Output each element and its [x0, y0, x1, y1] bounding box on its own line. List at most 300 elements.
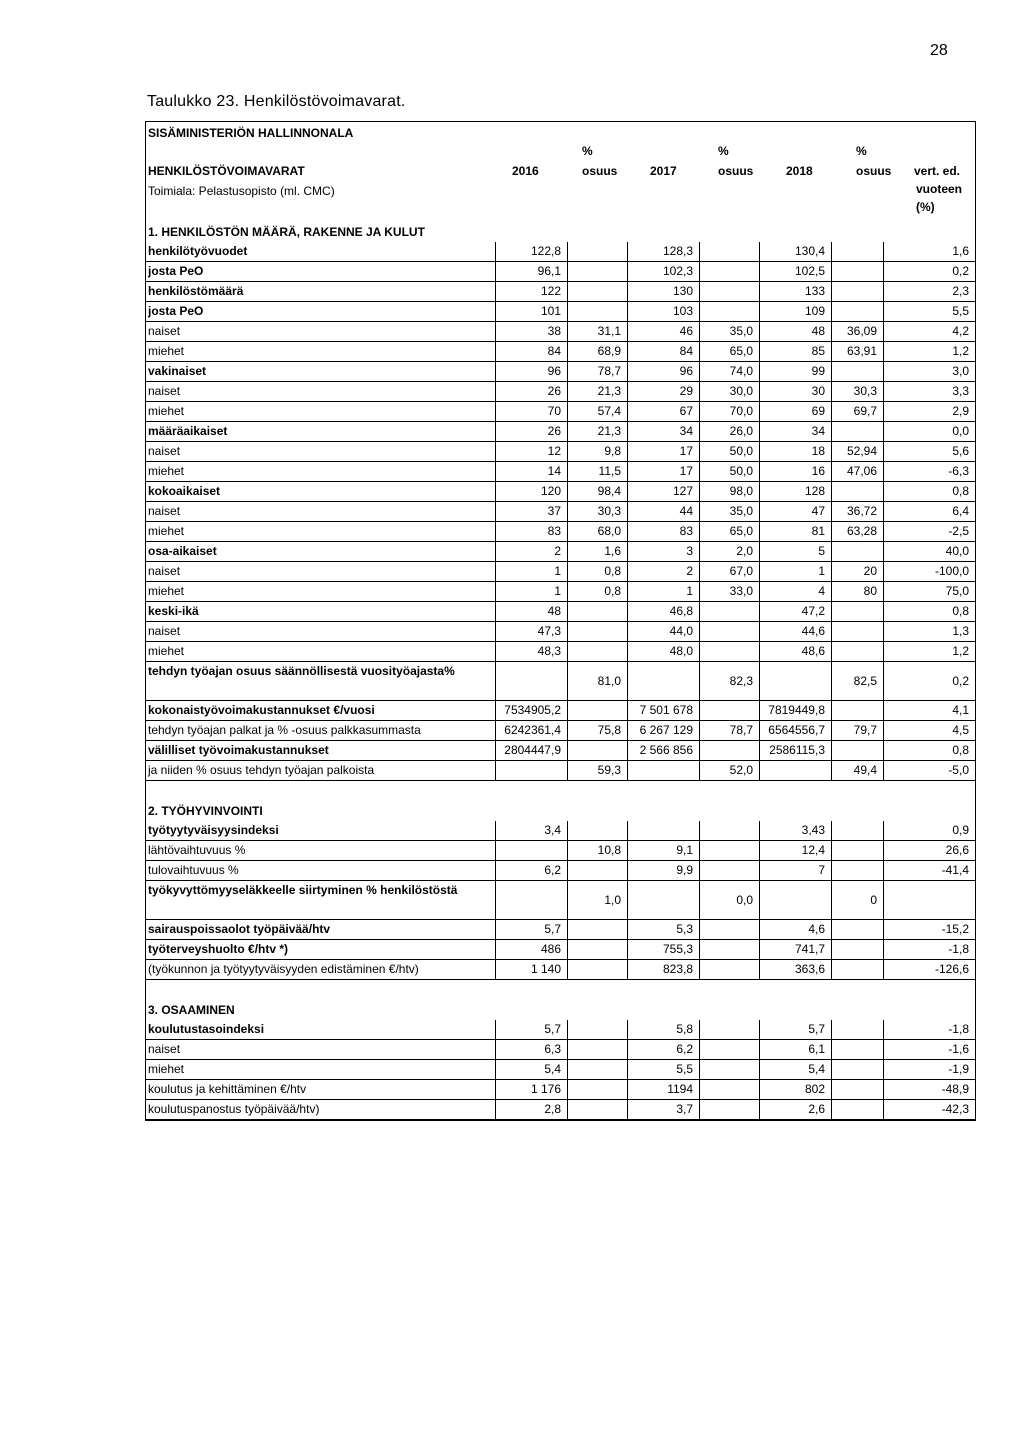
cell-value: 0,9 — [952, 823, 969, 837]
cell-value: 83 — [628, 522, 700, 541]
cell-value — [700, 642, 760, 661]
cell-value: 26 — [496, 422, 568, 441]
cell-value: 96 — [496, 362, 568, 381]
cell-value: 802 — [760, 1080, 832, 1099]
section-gap — [146, 781, 975, 801]
cell-value: 35,0 — [700, 502, 760, 521]
cell-value: 47,3 — [496, 622, 568, 641]
cell-value — [568, 262, 628, 281]
staff-resources-table — [145, 121, 976, 1121]
cell-value: 26,6 — [945, 843, 969, 857]
cell-value — [568, 282, 628, 301]
cell-value: 29 — [628, 382, 700, 401]
cell-value: 4,1 — [952, 703, 969, 717]
cell-value: 96 — [628, 362, 700, 381]
cell-value: 14 — [496, 462, 568, 481]
cell-value — [700, 622, 760, 641]
cell-value: 48,0 — [628, 642, 700, 661]
cell-value: 47 — [760, 502, 832, 521]
row-label: naiset — [146, 502, 496, 521]
cell-value: 6,4 — [952, 504, 969, 518]
cell-value — [568, 861, 628, 880]
cell-value — [700, 242, 760, 261]
cell-value — [832, 1100, 884, 1119]
row-label: lähtövaihtuvuus % — [146, 841, 496, 860]
cell-value: 130,4 — [760, 242, 832, 261]
cell-value: 2804447,9 — [496, 741, 568, 760]
cell-value: 5,7 — [496, 920, 568, 939]
cell-value — [832, 602, 884, 621]
cell-value: 5,7 — [760, 1020, 832, 1039]
cell-value: 2,9 — [952, 404, 969, 418]
table-row — [146, 662, 975, 701]
cell-value: 1,0 — [568, 881, 628, 919]
table-row — [146, 622, 975, 642]
pct-header-c: % — [856, 144, 867, 158]
cell-value — [700, 1040, 760, 1059]
cell-value — [700, 302, 760, 321]
cell-value: 2,8 — [496, 1100, 568, 1119]
cell-value: 1,6 — [952, 244, 969, 258]
cell-value — [568, 1020, 628, 1039]
cell-value: 81,0 — [568, 662, 628, 700]
cell-value: 2,6 — [760, 1100, 832, 1119]
table-row — [146, 741, 975, 761]
table-row — [146, 282, 975, 302]
table-row — [146, 262, 975, 282]
cell-value: -1,6 — [948, 1042, 969, 1056]
cell-value — [568, 622, 628, 641]
cell-value: 99 — [760, 362, 832, 381]
table-caption: Taulukko 23. Henkilöstövoimavarat. — [147, 93, 406, 110]
row-label: koulutuspanostus työpäivää/htv) — [146, 1100, 496, 1119]
row-label: keski-ikä — [146, 602, 496, 621]
cell-value: 122 — [496, 282, 568, 301]
cell-value: 69 — [760, 402, 832, 421]
table-row — [146, 402, 975, 422]
cell-value: 9,8 — [568, 442, 628, 461]
unit-label: Toimiala: Pelastusopisto (ml. CMC) — [148, 184, 335, 198]
cell-value — [832, 622, 884, 641]
row-label: josta PeO — [146, 262, 496, 281]
cell-value: 130 — [628, 282, 700, 301]
cell-value: 63,28 — [832, 522, 884, 541]
cell-value: 5,7 — [496, 1020, 568, 1039]
cell-value: 44,6 — [760, 622, 832, 641]
cell-value: 26 — [496, 382, 568, 401]
cell-value — [700, 602, 760, 621]
cell-value: -6,3 — [948, 464, 969, 478]
cell-value: 128,3 — [628, 242, 700, 261]
cell-value: 83 — [496, 522, 568, 541]
table-body — [146, 222, 975, 1120]
cell-value: 755,3 — [628, 940, 700, 959]
cell-value — [700, 701, 760, 720]
cell-value: 81 — [760, 522, 832, 541]
cell-value — [832, 1020, 884, 1039]
cell-value — [832, 262, 884, 281]
cell-value: 75,8 — [568, 721, 628, 740]
year-2017-header: 2017 — [650, 164, 677, 178]
cell-value: 67,0 — [700, 562, 760, 581]
cell-value: 80 — [832, 582, 884, 601]
cell-value: 50,0 — [700, 442, 760, 461]
cell-value: 133 — [760, 282, 832, 301]
row-label: tehdyn työajan palkat ja % -osuus palkkasummasta — [146, 721, 496, 740]
row-label: tehdyn työajan osuus säännöllisestä vuosityöajasta% — [146, 662, 496, 700]
cell-value: 3,4 — [496, 821, 568, 840]
cell-value: 1 176 — [496, 1080, 568, 1099]
cell-value: -5,0 — [948, 763, 969, 777]
cell-value: 6,1 — [760, 1040, 832, 1059]
cell-value — [568, 741, 628, 760]
row-label: naiset — [146, 442, 496, 461]
cell-value — [700, 1080, 760, 1099]
cell-value: 3,3 — [952, 384, 969, 398]
row-label: henkilöstömäärä — [146, 282, 496, 301]
cell-value — [700, 741, 760, 760]
row-label: sairauspoissaolot työpäivää/htv — [146, 920, 496, 939]
cell-value: 4,5 — [952, 723, 969, 737]
cell-value: 0,2 — [952, 674, 969, 688]
cell-value: 0,0 — [700, 881, 760, 919]
cell-value — [700, 262, 760, 281]
cell-value: 741,7 — [760, 940, 832, 959]
cell-value — [568, 1080, 628, 1099]
cell-value — [832, 861, 884, 880]
cell-value: 82,3 — [700, 662, 760, 700]
cell-value — [700, 940, 760, 959]
table-row — [146, 1080, 975, 1100]
table-row — [146, 582, 975, 602]
cell-value — [700, 960, 760, 979]
cell-value: 78,7 — [568, 362, 628, 381]
cell-value: 1 — [628, 582, 700, 601]
cell-value: 47,06 — [832, 462, 884, 481]
cell-value: 30,0 — [700, 382, 760, 401]
cell-value: 5,4 — [760, 1060, 832, 1079]
row-label: ja niiden % osuus tehdyn työajan palkoista — [146, 761, 496, 780]
row-label: miehet — [146, 582, 496, 601]
table-row — [146, 861, 975, 881]
cell-value: 122,8 — [496, 242, 568, 261]
cell-value — [700, 282, 760, 301]
cell-value: 68,0 — [568, 522, 628, 541]
cell-value: 5 — [760, 542, 832, 561]
cell-value — [832, 841, 884, 860]
table-header — [146, 122, 975, 222]
cell-value — [700, 1100, 760, 1119]
cell-value: 0,0 — [952, 424, 969, 438]
cell-value: 16 — [760, 462, 832, 481]
cell-value: 30,3 — [568, 502, 628, 521]
cell-value — [832, 701, 884, 720]
cell-value — [628, 821, 700, 840]
osuus-header-b: osuus — [718, 164, 754, 178]
cell-value: 46,8 — [628, 602, 700, 621]
cell-value: 1 — [760, 562, 832, 581]
cell-value: 3,7 — [628, 1100, 700, 1119]
section-gap — [146, 980, 975, 1000]
cell-value: 2 566 856 — [628, 741, 700, 760]
cell-value: 52,0 — [700, 761, 760, 780]
row-label: (työkunnon ja työtyytyväisyyden edistäminen €/htv) — [146, 960, 496, 979]
table-row — [146, 502, 975, 522]
cell-value — [568, 302, 628, 321]
vert-header-2: vuoteen — [916, 182, 963, 196]
cell-value: -126,6 — [934, 962, 969, 976]
cell-value: 0,8 — [568, 562, 628, 581]
cell-value: 12 — [496, 442, 568, 461]
cell-value: 30 — [760, 382, 832, 401]
cell-value — [832, 542, 884, 561]
table-row — [146, 422, 975, 442]
row-label: miehet — [146, 642, 496, 661]
cell-value: 63,91 — [832, 342, 884, 361]
cell-value — [700, 821, 760, 840]
cell-value — [628, 761, 700, 780]
cell-value: -1,8 — [948, 942, 969, 956]
table-row — [146, 881, 975, 920]
table-row — [146, 442, 975, 462]
pct-header-b: % — [718, 144, 729, 158]
cell-value: 17 — [628, 442, 700, 461]
table-row — [146, 382, 975, 402]
cell-value: 44,0 — [628, 622, 700, 641]
cell-value: 4,2 — [952, 324, 969, 338]
cell-value — [568, 821, 628, 840]
cell-value — [568, 642, 628, 661]
row-label: josta PeO — [146, 302, 496, 321]
cell-value: 5,4 — [496, 1060, 568, 1079]
cell-value: 48,6 — [760, 642, 832, 661]
cell-value: 48 — [496, 602, 568, 621]
cell-value: 127 — [628, 482, 700, 501]
cell-value: 57,4 — [568, 402, 628, 421]
cell-value: 823,8 — [628, 960, 700, 979]
cell-value — [700, 1020, 760, 1039]
osuus-header-c: osuus — [856, 164, 892, 178]
cell-value: 5,6 — [952, 444, 969, 458]
cell-value: 98,4 — [568, 482, 628, 501]
cell-value: -100,0 — [934, 564, 969, 578]
row-label: henkilötyövuodet — [146, 242, 496, 261]
row-label: työterveyshuolto €/htv *) — [146, 940, 496, 959]
org-title: SISÄMINISTERIÖN HALLINNONALA — [148, 126, 354, 140]
row-label: miehet — [146, 522, 496, 541]
cell-value: 0,8 — [568, 582, 628, 601]
section-title: 3. OSAAMINEN — [148, 1003, 235, 1017]
cell-value: 75,0 — [945, 584, 969, 598]
cell-value — [832, 741, 884, 760]
cell-value: 486 — [496, 940, 568, 959]
cell-value: 85 — [760, 342, 832, 361]
cell-value: 17 — [628, 462, 700, 481]
cell-value — [832, 642, 884, 661]
cell-value: 0,8 — [952, 743, 969, 757]
row-label: koulutustasoindeksi — [146, 1020, 496, 1039]
cell-value — [568, 1040, 628, 1059]
cell-value: 84 — [496, 342, 568, 361]
cell-value: 11,5 — [568, 462, 628, 481]
cell-value: 40,0 — [945, 544, 969, 558]
table-row — [146, 302, 975, 322]
row-label: työtyytyväisyysindeksi — [146, 821, 496, 840]
cell-value — [628, 881, 700, 919]
table-row — [146, 1100, 975, 1120]
cell-value: 47,2 — [760, 602, 832, 621]
page-number: 28 — [930, 42, 948, 59]
cell-value: 65,0 — [700, 342, 760, 361]
cell-value: 20 — [832, 562, 884, 581]
table-row — [146, 1060, 975, 1080]
cell-value — [832, 1040, 884, 1059]
cell-value: 5,3 — [628, 920, 700, 939]
cell-value: 6,2 — [496, 861, 568, 880]
cell-value: 82,5 — [832, 662, 884, 700]
year-2016-header: 2016 — [512, 164, 539, 178]
cell-value — [832, 282, 884, 301]
table-row — [146, 522, 975, 542]
cell-value: 109 — [760, 302, 832, 321]
row-label: miehet — [146, 342, 496, 361]
table-row — [146, 761, 975, 781]
osuus-header-a: osuus — [582, 164, 618, 178]
cell-value: 69,7 — [832, 402, 884, 421]
cell-value: 48 — [760, 322, 832, 341]
row-label: miehet — [146, 462, 496, 481]
cell-value: 78,7 — [700, 721, 760, 740]
table-row — [146, 1040, 975, 1060]
cell-value: 52,94 — [832, 442, 884, 461]
cell-value: 0,8 — [952, 604, 969, 618]
section-title: 2. TYÖHYVINVOINTI — [148, 804, 263, 818]
cell-value — [700, 1060, 760, 1079]
cell-value: 6564556,7 — [760, 721, 832, 740]
cell-value — [568, 242, 628, 261]
cell-value: 2 — [628, 562, 700, 581]
cell-value: 120 — [496, 482, 568, 501]
row-label: naiset — [146, 1040, 496, 1059]
cell-value — [832, 960, 884, 979]
cell-value: 128 — [760, 482, 832, 501]
cell-value — [832, 940, 884, 959]
cell-value: 12,4 — [760, 841, 832, 860]
cell-value: 9,1 — [628, 841, 700, 860]
row-label: koulutus ja kehittäminen €/htv — [146, 1080, 496, 1099]
cell-value — [832, 821, 884, 840]
cell-value: 34 — [760, 422, 832, 441]
cell-value: 31,1 — [568, 322, 628, 341]
cell-value: 36,09 — [832, 322, 884, 341]
row-label: naiset — [146, 562, 496, 581]
cell-value: 50,0 — [700, 462, 760, 481]
cell-value: 2586115,3 — [760, 741, 832, 760]
cell-value: 1,3 — [952, 624, 969, 638]
cell-value: 98,0 — [700, 482, 760, 501]
table-row — [146, 342, 975, 362]
cell-value — [496, 841, 568, 860]
cell-value: 4,6 — [760, 920, 832, 939]
cell-value: 5,5 — [952, 304, 969, 318]
cell-value — [568, 920, 628, 939]
table-row — [146, 362, 975, 382]
row-label: miehet — [146, 402, 496, 421]
row-label: osa-aikaiset — [146, 542, 496, 561]
cell-value — [568, 1060, 628, 1079]
cell-value: 44 — [628, 502, 700, 521]
cell-value: 18 — [760, 442, 832, 461]
cell-value: 84 — [628, 342, 700, 361]
cell-value: 7819449,8 — [760, 701, 832, 720]
row-label: naiset — [146, 382, 496, 401]
cell-value: 3,43 — [760, 821, 832, 840]
row-label: tulovaihtuvuus % — [146, 861, 496, 880]
cell-value: 103 — [628, 302, 700, 321]
cell-value — [832, 1080, 884, 1099]
table-row — [146, 242, 975, 262]
cell-value: -42,3 — [941, 1102, 969, 1116]
cell-value: 65,0 — [700, 522, 760, 541]
cell-value: 2,3 — [952, 284, 969, 298]
cell-value: 35,0 — [700, 322, 760, 341]
cell-value: 9,9 — [628, 861, 700, 880]
cell-value: 5,5 — [628, 1060, 700, 1079]
cell-value: 79,7 — [832, 721, 884, 740]
cell-value — [832, 302, 884, 321]
cell-value — [568, 701, 628, 720]
row-label: välilliset työvoimakustannukset — [146, 741, 496, 760]
cell-value: 7 501 678 — [628, 701, 700, 720]
row-label: kokonaistyövoimakustannukset €/vuosi — [146, 701, 496, 720]
section-title: 1. HENKILÖSTÖN MÄÄRÄ, RAKENNE JA KULUT — [148, 225, 425, 239]
cell-value — [568, 1100, 628, 1119]
cell-value: 33,0 — [700, 582, 760, 601]
cell-value — [832, 422, 884, 441]
year-2018-header: 2018 — [786, 164, 813, 178]
cell-value — [496, 662, 568, 700]
cell-value: 34 — [628, 422, 700, 441]
cell-value: 49,4 — [832, 761, 884, 780]
cell-value: 46 — [628, 322, 700, 341]
cell-value: -48,9 — [941, 1082, 969, 1096]
cell-value: 101 — [496, 302, 568, 321]
cell-value: -41,4 — [941, 863, 969, 877]
cell-value: 0,8 — [952, 484, 969, 498]
row-label: työkyvyttömyyseläkkeelle siirtyminen % henkilöstöstä — [146, 881, 496, 919]
cell-value: 26,0 — [700, 422, 760, 441]
cell-value: 67 — [628, 402, 700, 421]
cell-value: 1 — [496, 582, 568, 601]
table-row — [146, 462, 975, 482]
table-row — [146, 482, 975, 502]
table-title: HENKILÖSTÖVOIMAVARAT — [148, 164, 305, 178]
cell-value: -15,2 — [941, 922, 969, 936]
cell-value — [496, 881, 568, 919]
cell-value: 70 — [496, 402, 568, 421]
cell-value: 48,3 — [496, 642, 568, 661]
cell-value: 6 267 129 — [628, 721, 700, 740]
cell-value — [760, 881, 832, 919]
cell-value — [832, 482, 884, 501]
table-row — [146, 940, 975, 960]
row-label: kokoaikaiset — [146, 482, 496, 501]
cell-value — [832, 1060, 884, 1079]
vert-header-3: (%) — [916, 200, 935, 214]
row-label: määräaikaiset — [146, 422, 496, 441]
cell-value: 3 — [628, 542, 700, 561]
cell-value — [568, 940, 628, 959]
